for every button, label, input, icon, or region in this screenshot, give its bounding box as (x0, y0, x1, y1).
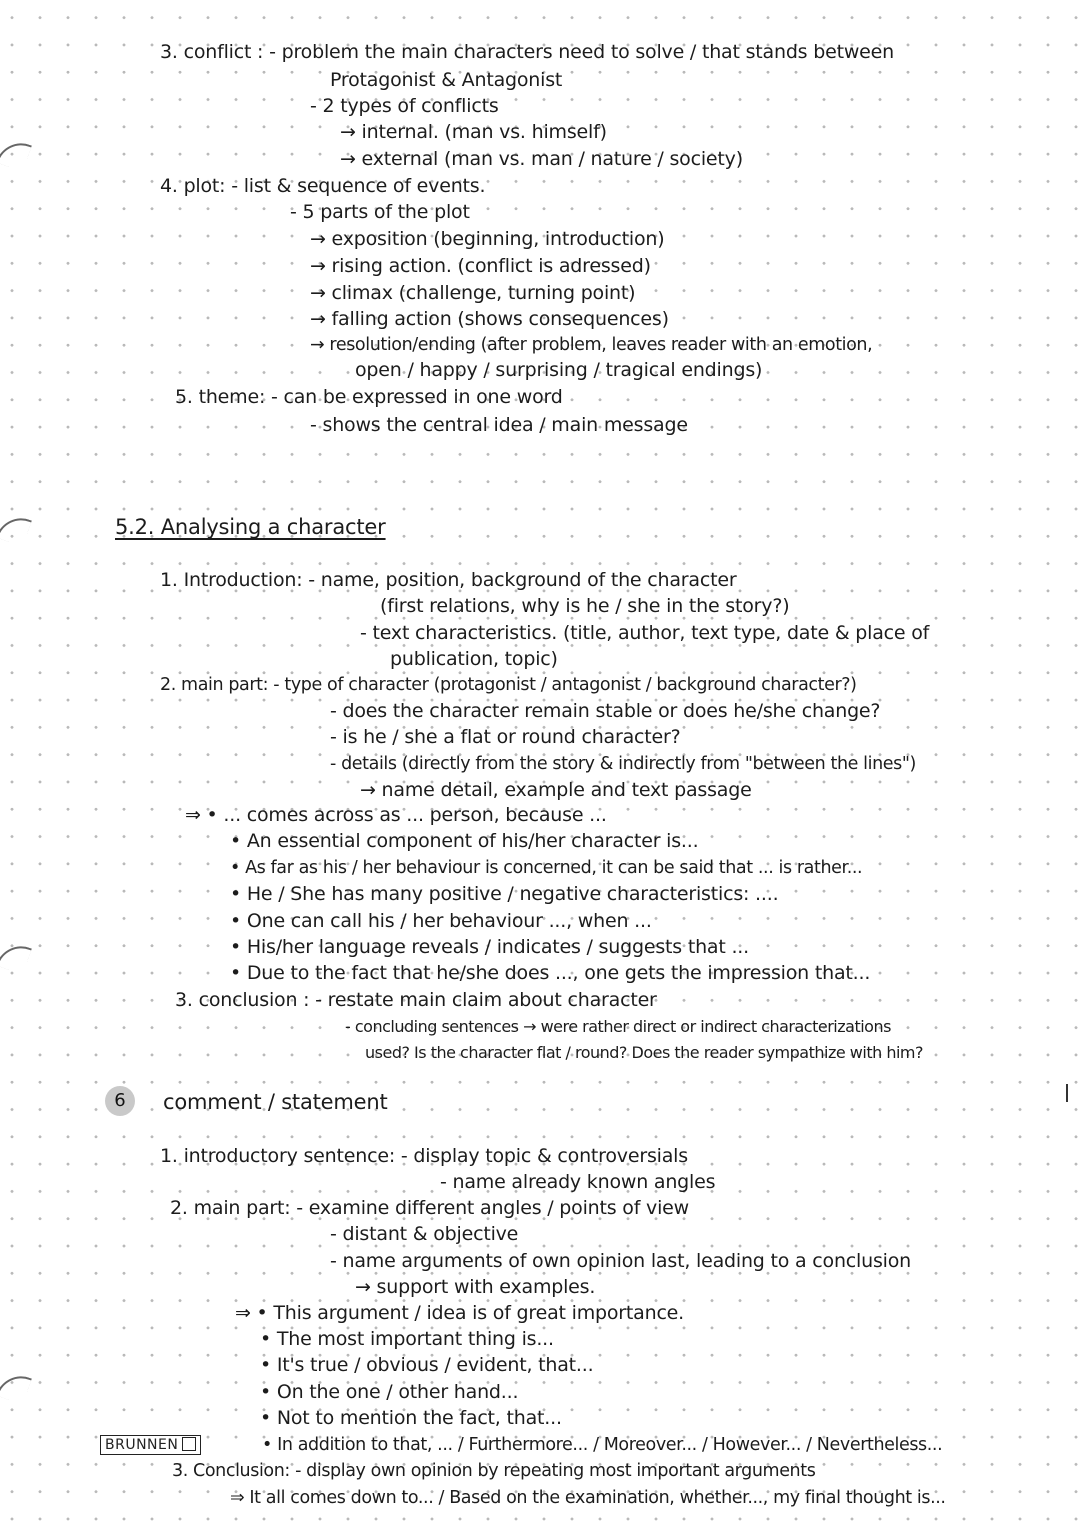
note-line: used? Is the character flat / round? Does the reader sympathize with him? (365, 1043, 923, 1062)
note-line: 4. plot: - list & sequence of events. (160, 175, 486, 197)
note-line: 3. Conclusion: - display own opinion by repeating most important arguments (172, 1461, 816, 1481)
note-line: - name already known angles (440, 1171, 716, 1193)
brand-name: BRUNNEN (105, 1437, 179, 1453)
note-line: - distant & objective (330, 1223, 519, 1245)
brand-logo (100, 1435, 201, 1455)
note-line: 3. conflict : - problem the main characters need to solve / that stands between (160, 41, 894, 63)
note-line: ⇒ It all comes down to... / Based on the examination, whether..., my final thought is... (230, 1488, 946, 1508)
margin-mark (1066, 1084, 1068, 1102)
note-line: - text characteristics. (title, author, text type, date & place of (360, 622, 930, 644)
note-line: - does the character remain stable or does he/she change? (330, 700, 881, 722)
note-line: • As far as his / her behaviour is concerned, it can be said that ... is rather... (230, 858, 863, 878)
brand-mark-icon (182, 1437, 196, 1451)
note-line: → internal. (man vs. himself) (340, 121, 607, 143)
note-line: - 5 parts of the plot (290, 201, 470, 223)
note-line: • Not to mention the fact, that... (260, 1407, 562, 1429)
note-line: • One can call his / her behaviour ..., when ... (230, 910, 652, 932)
note-line: • On the one / other hand... (260, 1381, 519, 1403)
punch-hole (0, 511, 32, 547)
note-line: → resolution/ending (after problem, leaves reader with an emotion, (310, 335, 873, 355)
note-line: → falling action (shows consequences) (310, 308, 669, 330)
punch-hole (0, 1369, 32, 1405)
note-line: • Due to the fact that he/she does ..., one gets the impression that... (230, 962, 871, 984)
note-line: - details (directly from the story & indirectly from "between the lines") (330, 754, 916, 774)
note-line: • The most important thing is... (260, 1328, 554, 1350)
note-line: ⇒ • ... comes across as ... person, because ... (185, 804, 607, 826)
note-line: publication, topic) (390, 648, 558, 670)
note-line: • In addition to that, ... / Furthermore... / Moreover... / However... / Nevertheless... (262, 1435, 943, 1455)
note-line: 1. introductory sentence: - display topic & controversials (160, 1145, 688, 1167)
note-line: - shows the central idea / main message (310, 414, 688, 436)
punch-hole (0, 136, 32, 172)
note-line: (first relations, why is he / she in the story?) (380, 595, 790, 617)
note-line: • His/her language reveals / indicates / suggests that ... (230, 936, 749, 958)
section-heading: 5.2. Analysing a character (115, 515, 386, 539)
section-heading: comment / statement (163, 1090, 388, 1114)
note-line: - name arguments of own opinion last, leading to a conclusion (330, 1250, 912, 1272)
note-line: • He / She has many positive / negative characteristics: .... (230, 883, 779, 905)
note-line: 2. main part: - type of character (protagonist / antagonist / background character?) (160, 675, 857, 695)
note-line: → external (man vs. man / nature / society) (340, 148, 743, 170)
note-line: Protagonist & Antagonist (330, 69, 563, 91)
punch-hole (0, 939, 32, 975)
note-line: - 2 types of conflicts (310, 95, 499, 117)
note-line: → rising action. (conflict is adressed) (310, 255, 651, 277)
section-number-badge: 6 (105, 1086, 135, 1116)
note-line: open / happy / surprising / tragical endings) (355, 359, 763, 381)
note-line: • It's true / obvious / evident, that... (260, 1354, 594, 1376)
note-line: → name detail, example and text passage (360, 779, 752, 801)
note-line: 2. main part: - examine different angles / points of view (170, 1197, 689, 1219)
note-line: ⇒ • This argument / idea is of great importance. (235, 1302, 685, 1324)
note-line: → climax (challenge, turning point) (310, 282, 636, 304)
note-line: • An essential component of his/her character is... (230, 830, 699, 852)
note-line: - concluding sentences → were rather direct or indirect characterizations (345, 1017, 891, 1036)
note-line: 5. theme: - can be expressed in one word (175, 386, 563, 408)
note-line: → exposition (beginning, introduction) (310, 228, 665, 250)
note-line: → support with examples. (355, 1276, 596, 1298)
note-line: 1. Introduction: - name, position, background of the character (160, 569, 737, 591)
note-line: 3. conclusion : - restate main claim about character (175, 989, 657, 1011)
note-line: - is he / she a flat or round character? (330, 726, 681, 748)
